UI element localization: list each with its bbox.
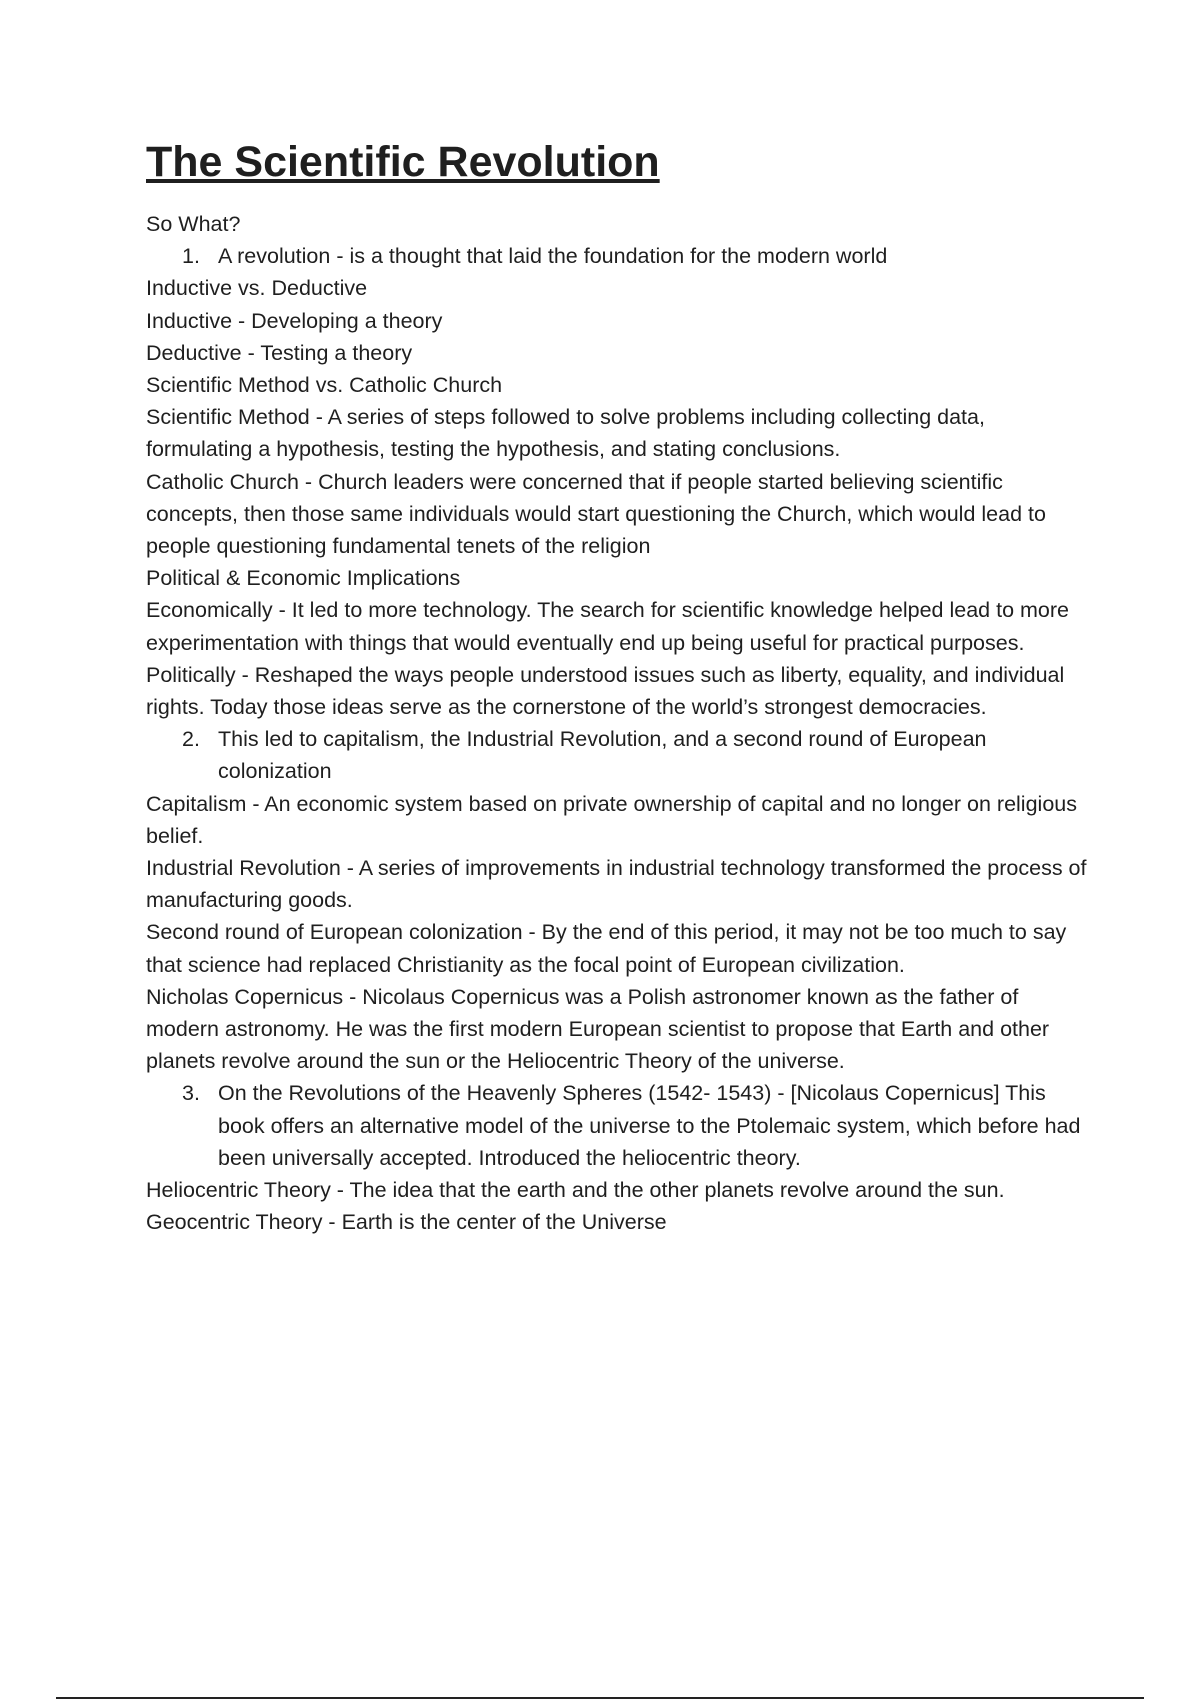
list-item-text: On the Revolutions of the Heavenly Spheres (1542- 1543) - [Nicolaus Copernicus] This book offers an alternative model of the universe to the Ptolemaic system, which before had been universally accepted. Introduced the heliocentric theory.: [218, 1081, 1081, 1170]
list-item-1: [146, 240, 1096, 272]
paragraph-heliocentric: Heliocentric Theory - The idea that the earth and the other planets revolve around the sun.: [146, 1178, 1005, 1203]
paragraph-capitalism: Capitalism - An economic system based on private ownership of capital and no longer on religious belief.: [146, 791, 1077, 848]
paragraph-catholic-church: Catholic Church - Church leaders were concerned that if people started believing scientific concepts, then those same individuals would start questioning the Church, which would lead to people questioning fundamental tenets of the religion: [146, 469, 1046, 559]
list-number: 1.: [182, 244, 200, 269]
list-item-text: This led to capitalism, the Industrial Revolution, and a second round of European colonization: [218, 727, 987, 784]
paragraph-inductive-vs-deductive: Inductive vs. Deductive: [146, 276, 368, 301]
paragraph-inductive: Inductive - Developing a theory: [146, 308, 443, 333]
paragraph-industrial-revolution: Industrial Revolution - A series of improvements in industrial technology transformed the process of manufacturing goods.: [146, 856, 1087, 913]
page-title: The Scientific Revolution: [146, 138, 660, 186]
paragraph-colonization: Second round of European colonization - By the end of this period, it may not be too much to say that science had replaced Christianity as the focal point of European civilization.: [146, 920, 1067, 977]
paragraph-politically: Politically - Reshaped the ways people understood issues such as liberty, equality, and individual rights. Today those ideas serve as the cornerstone of the world’s strongest democracies.: [146, 662, 1065, 720]
footer-divider: [56, 1697, 1144, 1699]
paragraph-copernicus: Nicholas Copernicus - Nicolaus Copernicus was a Polish astronomer known as the father of modern astronomy. He was the first modern European scientist to propose that Earth and other planets revolve around the sun or the Heliocentric Theory of the universe.: [146, 984, 1050, 1074]
paragraph-so-what: So What?: [146, 212, 241, 236]
paragraph-economically: Economically - It led to more technology. The search for scientific knowledge helped lead to more experimentation with things that would eventually end up being useful for practical purposes.: [146, 598, 1069, 655]
paragraph-implications: Political & Economic Implications: [146, 566, 461, 591]
paragraph-geocentric: Geocentric Theory - Earth is the center of the Universe: [146, 1210, 667, 1235]
paragraph-deductive: Deductive - Testing a theory: [146, 340, 413, 365]
paragraph-scientific-method: Scientific Method - A series of steps followed to solve problems including collecting data, formulating a hypothesis, testing the hypothesis, and stating conclusions.: [146, 405, 985, 462]
list-item-2: [146, 723, 1096, 787]
list-item-text: A revolution - is a thought that laid the foundation for the modern world: [218, 244, 888, 269]
list-number: 3.: [182, 1081, 200, 1106]
document-page: [146, 138, 1096, 1239]
list-item-3: [146, 1077, 1096, 1174]
paragraph-method-vs-church: Scientific Method vs. Catholic Church: [146, 373, 503, 398]
list-number: 2.: [182, 727, 200, 752]
